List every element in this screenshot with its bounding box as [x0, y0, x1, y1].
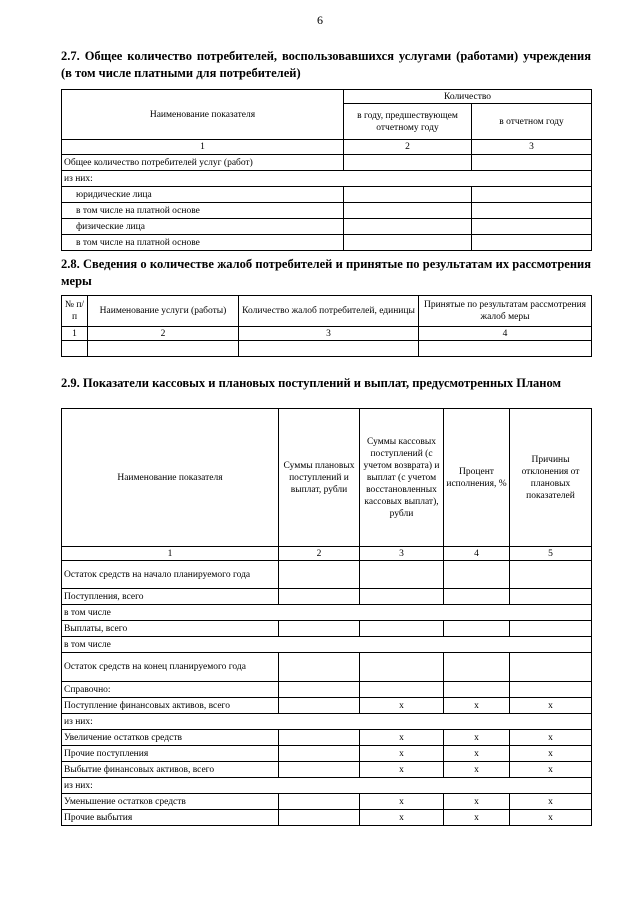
- col-indicator-name: Наименование показателя: [62, 90, 344, 140]
- col-deviation-reasons: Причины отклонения от плановых показателей: [510, 409, 592, 547]
- col-number: 4: [444, 547, 510, 561]
- col-complaints-count: Количество жалоб потребителей, единицы: [239, 296, 419, 327]
- table-row: [62, 746, 592, 762]
- row-label: Прочие выбытия: [62, 810, 279, 826]
- consumers-table: [61, 89, 592, 251]
- col-measures: Принятые по результатам рассмотрения жалоб меры: [419, 296, 592, 327]
- col-cash-sums: Суммы кассовых поступлений (с учетом возврата) и выплат (с учетом восстановленных кассовых выплат), рубли: [360, 409, 444, 547]
- col-row-number: № п/п: [62, 296, 88, 327]
- table-row: [62, 341, 592, 357]
- row-label: в том числе на платной основе: [62, 203, 344, 219]
- col-number: 3: [360, 547, 444, 561]
- table-row: [62, 605, 592, 621]
- page-number: 6: [317, 13, 323, 27]
- table-row: [62, 589, 592, 605]
- table-row: [62, 561, 592, 589]
- x-mark: x: [510, 794, 592, 810]
- table-row: [62, 219, 592, 235]
- x-mark: x: [444, 762, 510, 778]
- col-number: 5: [510, 547, 592, 561]
- row-label: Прочие поступления: [62, 746, 279, 762]
- table-row: [62, 187, 592, 203]
- x-mark: x: [360, 762, 444, 778]
- section-2-8-title: 2.8. Сведения о количестве жалоб потребителей и принятые по результатам их рассмотрения меры: [61, 257, 591, 288]
- x-mark: x: [444, 810, 510, 826]
- col-number: 4: [419, 327, 592, 341]
- row-label: в том числе: [62, 605, 592, 621]
- row-label: в том числе: [62, 637, 592, 653]
- x-mark: x: [360, 730, 444, 746]
- table-row: [62, 682, 592, 698]
- receipts-payments-table: [61, 408, 592, 826]
- col-number: 1: [62, 547, 279, 561]
- table-row: [62, 203, 592, 219]
- table-row: [62, 714, 592, 730]
- col-execution-percent: Процент исполнения, %: [444, 409, 510, 547]
- table-row: [62, 730, 592, 746]
- row-label: из них:: [62, 714, 592, 730]
- col-quantity: Количество: [344, 90, 592, 104]
- row-label: физические лица: [62, 219, 344, 235]
- table-row: [62, 621, 592, 637]
- col-previous-year: в году, предшествующем отчетному году: [344, 104, 472, 140]
- table-row: [62, 155, 592, 171]
- col-planned-sums: Суммы плановых поступлений и выплат, рубли: [279, 409, 360, 547]
- table-row: [62, 171, 592, 187]
- table-row: [62, 698, 592, 714]
- table-row: [62, 794, 592, 810]
- col-number: 2: [344, 140, 472, 155]
- row-label: Уменьшение остатков средств: [62, 794, 279, 810]
- row-label: Выплаты, всего: [62, 621, 279, 637]
- table-row: [62, 778, 592, 794]
- section-2-9-title: 2.9. Показатели кассовых и плановых поступлений и выплат, предусмотренных Планом: [61, 376, 561, 390]
- x-mark: x: [444, 794, 510, 810]
- col-service-name: Наименование услуги (работы): [88, 296, 239, 327]
- x-mark: x: [510, 746, 592, 762]
- x-mark: x: [360, 698, 444, 714]
- col-number: 2: [88, 327, 239, 341]
- row-label: юридические лица: [62, 187, 344, 203]
- row-label: Поступление финансовых активов, всего: [62, 698, 279, 714]
- x-mark: x: [444, 746, 510, 762]
- row-label: Справочно:: [62, 682, 279, 698]
- x-mark: x: [510, 810, 592, 826]
- x-mark: x: [510, 698, 592, 714]
- col-reporting-year: в отчетном году: [472, 104, 592, 140]
- col-number: 3: [472, 140, 592, 155]
- row-label: в том числе на платной основе: [62, 235, 344, 251]
- table-row: [62, 810, 592, 826]
- table-row: [62, 637, 592, 653]
- section-2-7-title: 2.7. Общее количество потребителей, воспользовавшихся услугами (работами) учреждения (в том числе платными для потребителей): [61, 49, 591, 80]
- table-row: [62, 762, 592, 778]
- table-row: [62, 235, 592, 251]
- x-mark: x: [444, 730, 510, 746]
- x-mark: x: [360, 794, 444, 810]
- col-number: 1: [62, 140, 344, 155]
- row-label: Остаток средств на начало планируемого года: [62, 561, 279, 589]
- col-indicator-name: Наименование показателя: [62, 409, 279, 547]
- row-label: Поступления, всего: [62, 589, 279, 605]
- x-mark: x: [510, 730, 592, 746]
- x-mark: x: [360, 746, 444, 762]
- x-mark: x: [510, 762, 592, 778]
- row-label: из них:: [62, 778, 592, 794]
- col-number: 2: [279, 547, 360, 561]
- table-row: [62, 653, 592, 682]
- row-label: Увеличение остатков средств: [62, 730, 279, 746]
- row-label: из них:: [62, 171, 592, 187]
- col-number: 1: [62, 327, 88, 341]
- x-mark: x: [360, 810, 444, 826]
- x-mark: x: [444, 698, 510, 714]
- row-label: Остаток средств на конец планируемого года: [62, 653, 279, 682]
- col-number: 3: [239, 327, 419, 341]
- row-label: Общее количество потребителей услуг (работ): [62, 155, 344, 171]
- complaints-table: [61, 295, 592, 357]
- row-label: Выбытие финансовых активов, всего: [62, 762, 279, 778]
